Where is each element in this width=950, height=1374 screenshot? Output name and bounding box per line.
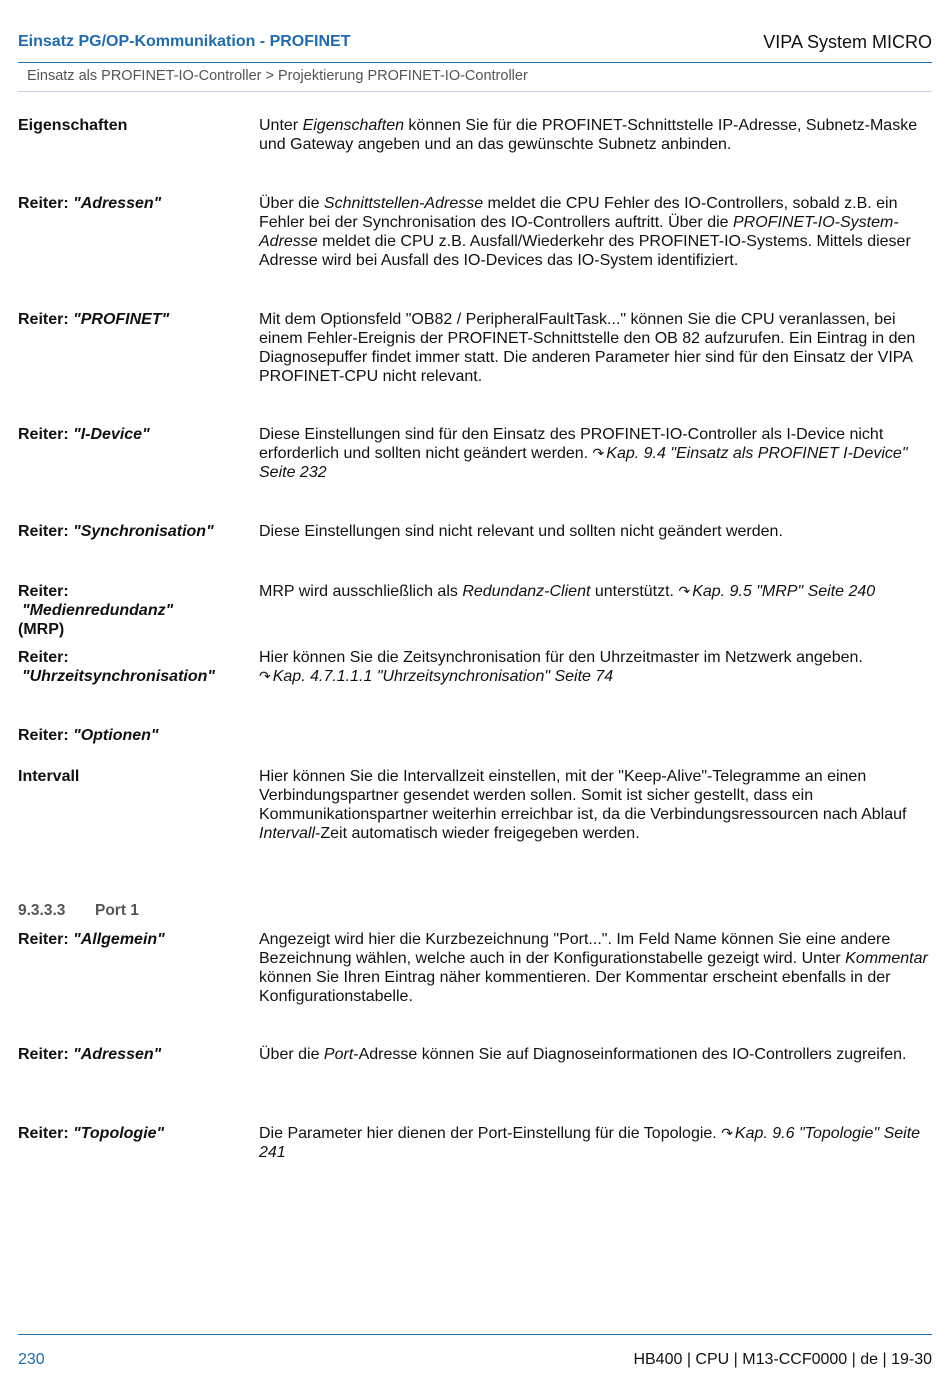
arrow-reference-icon: ↷ — [592, 445, 605, 461]
row-text: Über die Port-Adresse können Sie auf Diagnoseinformationen des IO-Controllers zugreifen. — [259, 1046, 907, 1063]
row-label: Reiter: "Optionen" — [18, 727, 159, 744]
row-text: MRP wird ausschließlich als Redundanz-Client unterstützt. ↷ Kap. 9.5 "MRP" Seite 240 — [259, 583, 876, 600]
product-name: VIPA System MICRO — [763, 32, 932, 52]
document-id: HB400 | CPU | M13-CCF0000 | de | 19-30 — [633, 1351, 932, 1368]
cross-reference-link[interactable]: Kap. 9.6 "Topologie" Seite 241 — [259, 1125, 921, 1161]
row-text: Über die Schnittstellen-Adresse meldet die CPU Fehler des IO-Controllers, sobald z.B. ein Fehler bei der Synchronisation des IO-Controllers auftritt. Über die PROFINET-IO-System-Adresse meldet die CPU z.B. Ausfall/Wiederkehr des PROFINET-IO-Systems. Mittels dieser Adresse wird bei Ausfall des IO-Devices das IO-System identifiziert. — [259, 195, 911, 269]
row-text: Hier können Sie die Intervallzeit einstellen, mit der "Keep-Alive"-Telegramme an einen Verbindungspartner gesendet werden sollen. Somit ist sicher gestellt, dass ein Kommunikationspartner weiterhin erreichbar ist, da die Verbindungsressourcen nach Ablauf Intervall-Zeit automatisch wieder freigegeben werden. — [259, 768, 907, 842]
row-text: Unter Eigenschaften können Sie für die PROFINET-Schnittstelle IP-Adresse, Subnetz-Maske und Gateway angeben und an das gewünschte Subnetz anbinden. — [259, 117, 918, 153]
row-label: Reiter: "PROFINET" — [18, 311, 170, 328]
row-label: Reiter: "Adressen" — [18, 1046, 162, 1063]
row-text: Angezeigt wird hier die Kurzbezeichnung "Port...". Im Feld Name können Sie eine andere Bezeichnung wählen, welche auch in der Konfigurationstabelle gezeigt wird. Unter Kommentar können Sie Ihren Eintrag näher kommentieren. Der Kommentar erscheint ebenfalls in der Konfigurationstabelle. — [259, 931, 928, 1005]
row-text: Die Parameter hier dienen der Port-Einstellung für die Topologie. ↷ Kap. 9.6 "Topologie" Seite 241 — [259, 1125, 921, 1161]
breadcrumb-rule — [18, 91, 932, 92]
arrow-reference-icon: ↷ — [721, 1125, 733, 1141]
row-label: Reiter: "Adressen" — [18, 195, 162, 212]
section-number: 9.3.3.3 — [18, 902, 66, 919]
arrow-reference-icon: ↷ — [259, 668, 271, 684]
arrow-reference-icon: ↷ — [678, 583, 691, 599]
cross-reference-link[interactable]: Kap. 9.5 "MRP" Seite 240 — [692, 583, 876, 600]
row-label: Reiter: "I-Device" — [18, 426, 150, 443]
row-label: Eigenschaften — [18, 117, 128, 134]
row-text: Mit dem Optionsfeld "OB82 / PeripheralFaultTask..." können Sie die CPU veranlassen, bei einem Fehler-Ereignis der PROFINET-Schnittstelle den OB 82 aufzurufen. Ein Eintrag in den Diagnosepuffer findet immer statt. Die anderen Parameter hier sind für den Einsatz der VIPA PROFINET-CPU nicht relevant. — [259, 311, 916, 385]
row-label: Intervall — [18, 768, 80, 785]
row-label: Reiter: "Synchronisation" — [18, 523, 214, 540]
breadcrumb: Einsatz als PROFINET-IO-Controller > Projektierung PROFINET-IO-Controller — [27, 68, 528, 84]
page-number: 230 — [18, 1351, 45, 1368]
row-text: Hier können Sie die Zeitsynchronisation für den Uhrzeitmaster im Netzwerk angeben. ↷ Kap. 4.7.1.1.1 "Uhrzeitsynchronisation" Seite 74 — [259, 649, 863, 685]
row-text: Diese Einstellungen sind für den Einsatz des PROFINET-IO-Controller als I-Device nicht erforderlich und sollten nicht geändert werden. ↷ Kap. 9.4 "Einsatz als PROFINET I-Device" Seite 232 — [259, 426, 908, 481]
section-title: Port 1 — [95, 902, 139, 919]
row-label: Reiter: "Topologie" — [18, 1125, 165, 1142]
cross-reference-link[interactable]: Kap. 9.4 "Einsatz als PROFINET I-Device" Seite 232 — [259, 445, 908, 481]
chapter-title: Einsatz PG/OP-Kommunikation - PROFINET — [18, 33, 351, 50]
header-rule — [18, 62, 932, 63]
row-label: Reiter: "Uhrzeitsynchronisation" — [18, 649, 215, 685]
row-label: Reiter: "Allgemein" — [18, 931, 165, 948]
footer-rule — [18, 1334, 932, 1335]
row-label: Reiter: "Medienredundanz" (MRP) — [18, 583, 174, 638]
row-text: Diese Einstellungen sind nicht relevant und sollten nicht geändert werden. — [259, 523, 783, 540]
cross-reference-link[interactable]: Kap. 4.7.1.1.1 "Uhrzeitsynchronisation" Seite 74 — [272, 668, 614, 685]
